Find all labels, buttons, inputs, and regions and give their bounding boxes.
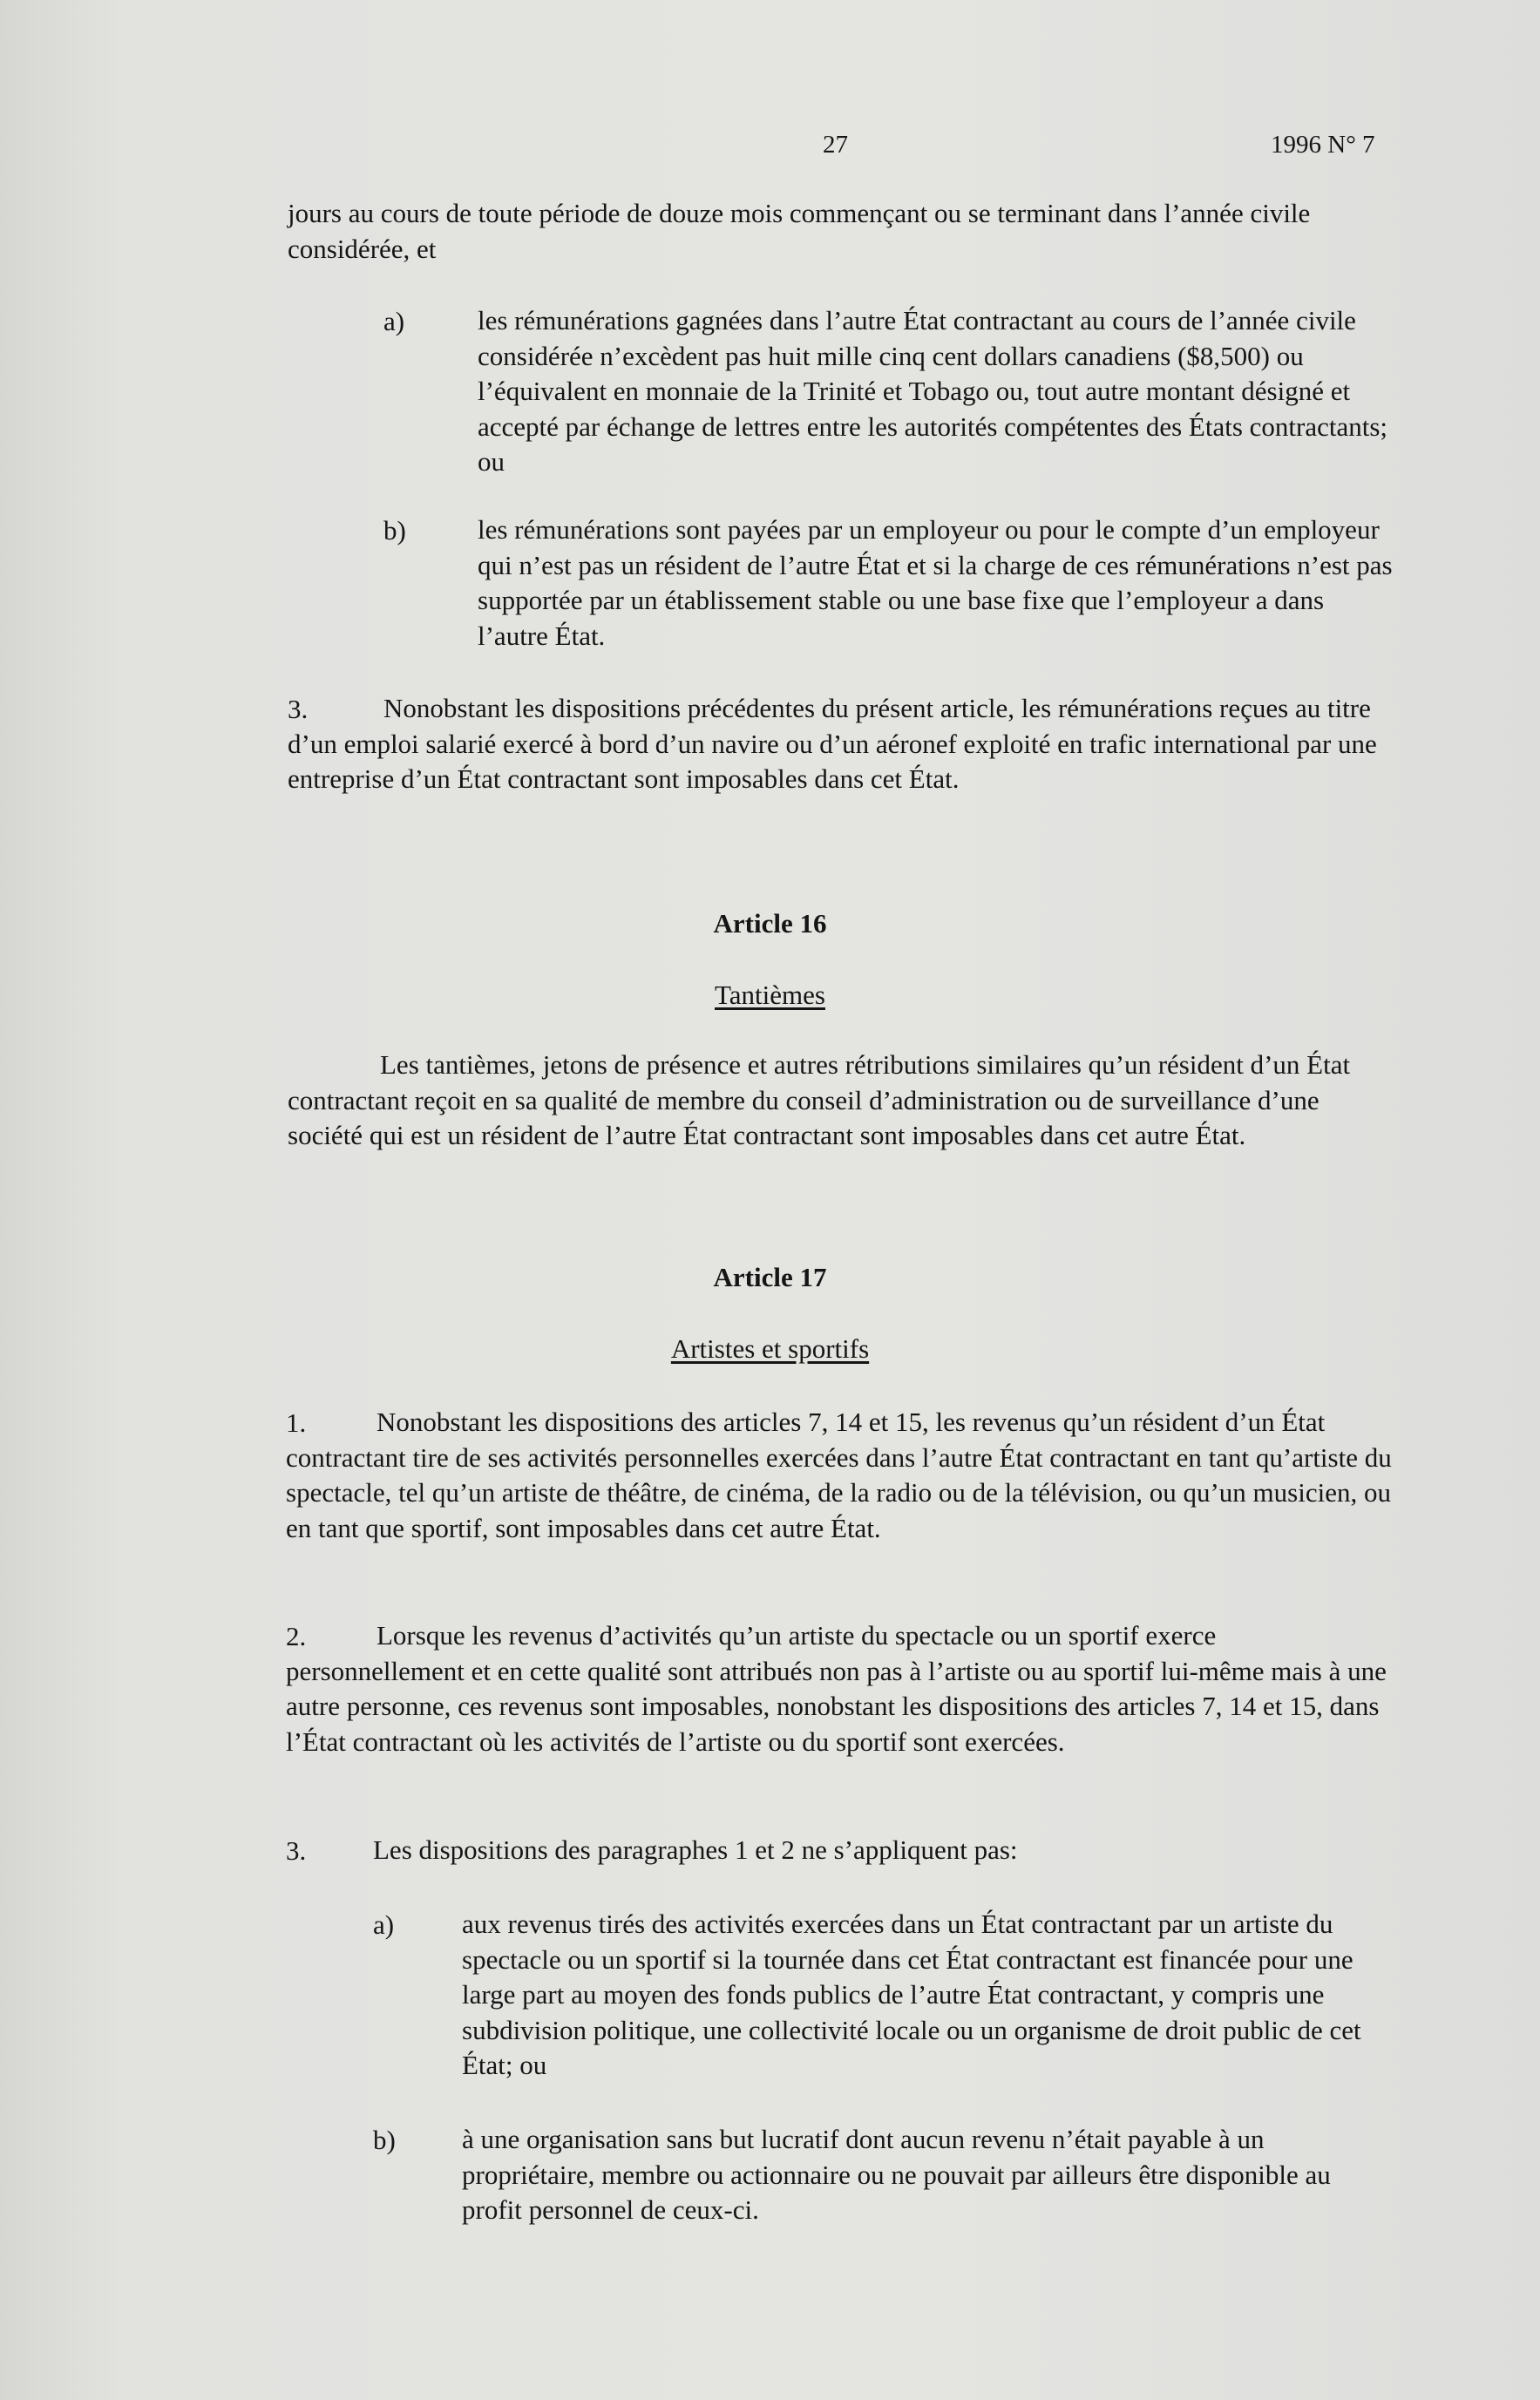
paragraph-text: Nonobstant les dispositions précédentes du présent article, les rémunérations reçues au titre d’un emploi salarié exercé à bord d’un navire ou d’un aéronef exploité en trafic international par une entreprise d’un État contractant sont imposables dans cet État. [288,693,1377,794]
paragraph-text: Nonobstant les dispositions des articles 7, 14 et 15, les revenus qu’un résident d’un État contractant tire de ses activités personnelles exercées dans l’autre État contractant en tant qu’artiste du spectacle, tel qu’un artiste de théâtre, de cinéma, de la radio ou de la télévision, ou qu’un musicien, ou en tant que sportif, sont imposables dans cet autre État. [286,1407,1392,1543]
article-subheading [0,1333,1540,1365]
article-heading: Article 16 [713,908,827,939]
paragraph-text: Lorsque les revenus d’activités qu’un artiste du spectacle ou un sportif exerce personnellement et en cette qualité sont attribués non pas à l’artiste ou au sportif lui-même mais à une autre personne, ces revenus sont imposables, nonobstant les dispositions des articles 7, 14 et 15, dans l’État contractant où les activités de l’artiste ou du sportif sont exercées. [286,1620,1387,1757]
article-text: Les tantièmes, jetons de présence et autres rétributions similaires qu’un résident d’un État contractant reçoit en sa qualité de membre du conseil d’administration ou de surveillance d’une société qui est un résident de l’autre État contractant sont imposables dans cet autre État. [288,1049,1351,1150]
item-label: b) [373,2125,396,2155]
intro-continuation: jours au cours de toute période de douze mois commençant ou se terminant dans l’année civile considérée, et [288,198,1311,264]
item-text: les rémunérations sont payées par un employeur ou pour le compte d’un employeur qui n’est pas un résident de l’autre État et si la charge de ces rémunérations n’est pas supportée par un établissement stable ou une base fixe que l’employeur a dans l’autre État. [478,514,1393,651]
paragraph-number: 3. [288,694,309,724]
item-text: aux revenus tirés des activités exercées dans un État contractant par un artiste du spectacle ou un sportif si la tournée dans cet État contractant est financée pour une large part au moyen des fonds publics de l’autre État contractant, y compris une subdivision politique, une collectivité locale ou un organisme de droit public de cet État; ou [462,1908,1361,2080]
paragraph-number: 1. [286,1407,307,1438]
article-subheading [0,980,1540,1011]
item-label: a) [383,306,405,336]
paragraph-number: 3. [286,1835,307,1866]
article-subheading-text: Artistes et sportifs [670,1333,870,1364]
item-label: a) [373,1909,395,1940]
document-reference: 1996 N° 7 [1271,131,1375,159]
article-heading: Article 17 [713,1262,827,1292]
item-text: les rémunérations gagnées dans l’autre État contractant au cours de l’année civile considérée n’excèdent pas huit mille cinq cent dollars canadiens ($8,500) ou l’équivalent en monnaie de la Trinité et Tobago ou, tout autre montant désigné et accepté par échange de lettres entre les autorités compétentes des États contractants; ou [478,305,1388,477]
paragraph-text: Les dispositions des paragraphes 1 et 2 ne s’appliquent pas: [373,1834,1018,1865]
item-text: à une organisation sans but lucratif dont aucun revenu n’était payable à un propriétaire, membre ou actionnaire ou ne pouvait par ailleurs être disponible au profit personnel de ceux-ci. [462,2124,1331,2225]
page-number: 27 [823,131,848,159]
article-subheading-text: Tantièmes [715,980,825,1010]
paragraph-number: 2. [286,1621,307,1651]
item-label: b) [383,515,406,546]
